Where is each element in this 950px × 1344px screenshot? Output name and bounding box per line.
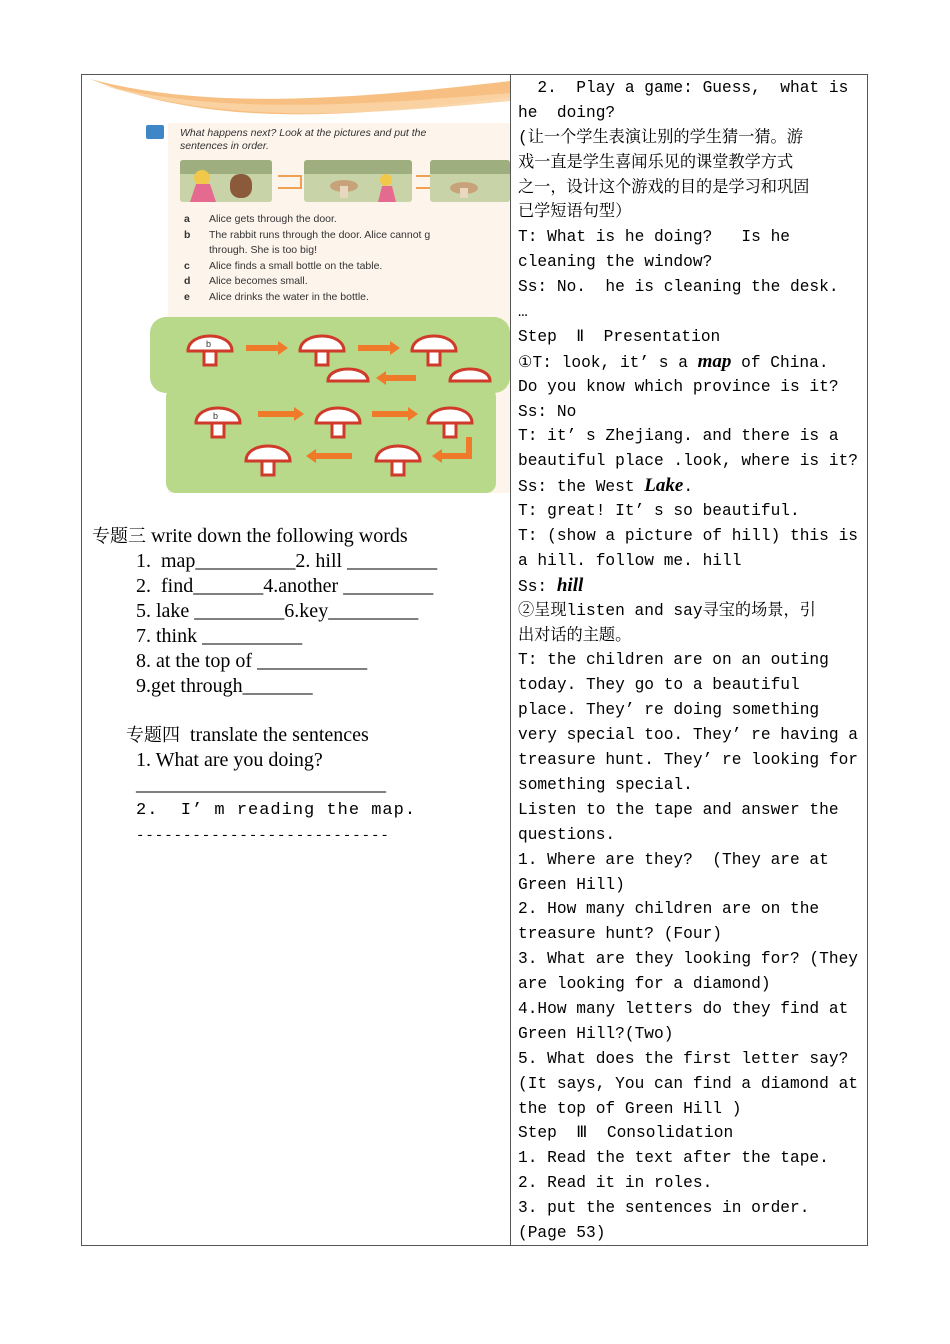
plan-line: questions.: [518, 825, 616, 844]
mushroom-ordering-board: [166, 387, 496, 493]
plan-line: Do you know which province is it?: [518, 377, 839, 396]
lesson-plan-cell: [518, 76, 864, 1246]
plan-line: place. They’ re doing something: [518, 701, 820, 720]
left-cell: What happens next? Look at the pictures and put the sentences in order. a Alice gets through the door. b The rabbit runs through the door. Alice cannot g through. She is too big! c Alice finds a small bottle on the table. d Alice becomes small. e Alice drinks the water in the bottle. b b: [82, 75, 510, 1245]
topic4-heading: 专题四 translate the sentences: [126, 724, 369, 746]
plan-line: 戏一直是学生喜闻乐见的课堂教学方式: [518, 153, 794, 172]
plan-line: treasure hunt. They’ re looking for: [518, 751, 858, 770]
orange-swoosh-decoration: [82, 75, 510, 125]
topic3-item: 9.get through_______: [136, 675, 313, 697]
plan-line: T: the children are on an outing: [518, 651, 829, 670]
plan-line: a hill. follow me. hill: [518, 551, 742, 570]
plan-line: he doing?: [518, 103, 616, 122]
step-heading: Step Ⅱ Presentation: [518, 327, 721, 346]
plan-line: beautiful place .look, where is it?: [518, 452, 858, 471]
plan-line: Ss: hill: [518, 574, 584, 596]
plan-line: Listen to the tape and answer the: [518, 800, 839, 819]
answer-blank: _________________________: [136, 773, 386, 795]
plan-line: very special too. They’ re having a: [518, 726, 858, 745]
plan-line: …: [518, 303, 528, 322]
plan-line: treasure hunt? (Four): [518, 925, 722, 944]
plan-line: 4.How many letters do they find at: [518, 999, 849, 1018]
plan-line: (Page 53): [518, 1223, 606, 1242]
pencil-icon: [146, 125, 164, 139]
plan-line: today. They go to a beautiful: [518, 676, 800, 695]
topic3-item: 8. at the top of ___________: [136, 650, 368, 672]
answer-blank: ---------------------------: [136, 828, 390, 844]
plan-line: (It says, You can find a diamond at: [518, 1074, 858, 1093]
arrow-icon: [278, 175, 302, 189]
topic3-item: 5. lake _________6.key_________: [136, 600, 419, 622]
plan-line: 2. How many children are on the: [518, 900, 820, 919]
plan-line: 2. Read it in roles.: [518, 1174, 713, 1193]
plan-line: Ss: the West Lake.: [518, 475, 694, 497]
plan-line: 已学短语句型）: [518, 203, 632, 222]
story-picture-1: [180, 160, 272, 202]
exercise-prompt: What happens next? Look at the pictures and put the sentences in order.: [180, 127, 427, 152]
plan-line: 1. Read the text after the tape.: [518, 1149, 829, 1168]
plan-line: 3. put the sentences in order.: [518, 1199, 810, 1218]
plan-line: Green Hill): [518, 875, 625, 894]
column-divider: [510, 74, 511, 1246]
mushroom-ordering-board: [150, 311, 510, 393]
plan-line: T: great! It’ s so beautiful.: [518, 502, 800, 521]
plan-line: Ss: No. he is cleaning the desk.: [518, 278, 839, 297]
plan-line: (让一个学生表演让别的学生猜一猜。游: [518, 128, 803, 147]
plan-line: ②呈现listen and say寻宝的场景，引: [518, 601, 816, 620]
plan-line: are looking for a diamond): [518, 975, 771, 994]
plan-line: Ss: No: [518, 402, 577, 421]
plan-line: 5. What does the first letter say?: [518, 1049, 849, 1068]
plan-line: ①T: look, it’ s a map of China.: [518, 350, 829, 372]
mushroom-label: b: [206, 339, 212, 349]
plan-line: 出对话的主题。: [518, 626, 632, 645]
plan-line: T: (show a picture of hill) this is: [518, 527, 858, 546]
step-heading: Step Ⅲ Consolidation: [518, 1124, 734, 1143]
plan-line: something special.: [518, 775, 693, 794]
mushroom-label: b: [213, 411, 219, 421]
plan-line: 1. Where are they? (They are at: [518, 850, 829, 869]
topic3-heading: 专题三 write down the following words: [92, 525, 408, 547]
plan-line: Green Hill?(Two): [518, 1024, 674, 1043]
topic3-item: 1. map__________2. hill _________: [136, 550, 438, 572]
plan-line: T: What is he doing? Is he: [518, 228, 790, 247]
topic4-question: 1. What are you doing?: [136, 749, 323, 771]
plan-line: 3. What are they looking for? (They: [518, 950, 858, 969]
topic3-item: 2. find_______4.another _________: [136, 575, 434, 597]
plan-line: 之一，设计这个游戏的目的是学习和巩固: [518, 178, 810, 197]
topic3-item: 7. think __________: [136, 625, 303, 647]
topic4-question: 2. I’ m reading the map.: [136, 801, 417, 820]
plan-line: the top of Green Hill ): [518, 1099, 742, 1118]
story-picture-2: [304, 160, 412, 202]
plan-line: cleaning the window?: [518, 253, 713, 272]
plan-line: 2. Play a game: Guess, what is: [518, 79, 849, 97]
story-picture-3: [430, 160, 510, 202]
plan-line: T: it’ s Zhejiang. and there is a: [518, 427, 839, 446]
